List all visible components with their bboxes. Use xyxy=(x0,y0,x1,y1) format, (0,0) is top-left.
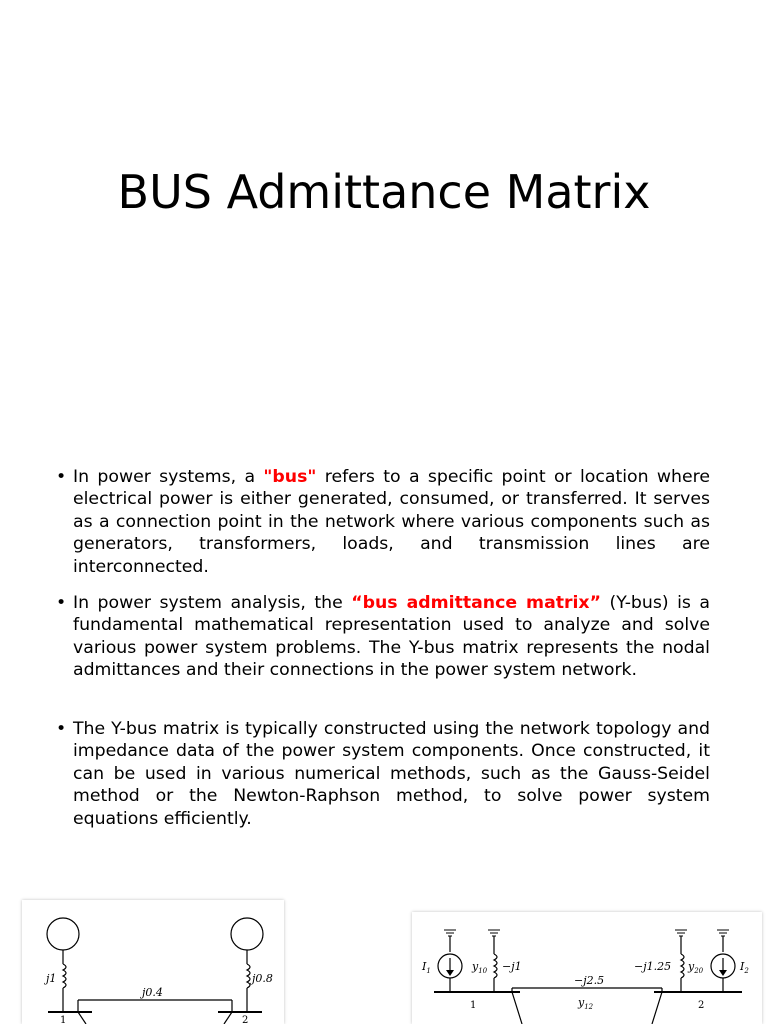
bullet-item-bus-definition xyxy=(56,466,710,578)
highlight-bus-term: "bus" xyxy=(263,467,317,487)
generator-2-icon xyxy=(231,918,263,950)
bullet-item-ybus-definition xyxy=(56,592,710,682)
current-2-label: $I_2$ xyxy=(740,960,749,975)
bullet-item-ybus-construction xyxy=(56,718,710,830)
generator-1-icon xyxy=(47,918,79,950)
reactance-gen2-label: j0.8 xyxy=(252,972,273,985)
bullet-marker: • xyxy=(56,719,67,739)
reactance-line-label: j0.4 xyxy=(142,986,163,999)
ground-icon xyxy=(717,930,729,936)
admittance-10-value: −j1 xyxy=(502,960,522,973)
current-1-label: $I_1$ xyxy=(422,960,431,975)
shunt-inductor-1-icon xyxy=(494,954,497,978)
admittance-20-value: −j1.25 xyxy=(634,960,672,973)
line-admittance-label: $y_{12}$ xyxy=(578,996,594,1011)
ground-icon xyxy=(488,930,500,936)
reactance-diagram-figure xyxy=(22,900,284,1024)
bullet-text: The Y-bus matrix is typically constructed using the network topology and impedance data of the power system components. Once constructed, it can be used in various numerical methods, such as the Gauss-Seidel method or the Newton-Raphson method, to solve power system equations efficiently. xyxy=(73,719,710,829)
admittance-20-label: $y_{20}$ xyxy=(688,960,704,975)
slide-title: BUS Admittance Matrix xyxy=(117,165,651,219)
highlight-bus-admittance-matrix-term: “bus admittance matrix” xyxy=(351,593,601,613)
reactance-gen1-label: j1 xyxy=(46,972,57,985)
inductor-2-icon xyxy=(247,964,250,988)
bus-2-lower-lead xyxy=(224,1012,232,1024)
bus-1-number: 1 xyxy=(60,1015,67,1024)
current-arrow-2-head xyxy=(719,970,727,976)
bullet-text: In power system analysis, the xyxy=(73,593,352,613)
ground-icon xyxy=(675,930,687,936)
ground-icon xyxy=(444,930,456,936)
bus-2-number: 2 xyxy=(242,1015,249,1024)
bullet-text: In power systems, a xyxy=(73,467,264,487)
line-admittance-value: −j2.5 xyxy=(574,974,605,987)
bullet-marker: • xyxy=(56,593,67,613)
bus-1-lower-lead xyxy=(512,992,522,1024)
reactance-diagram-svg xyxy=(22,900,284,1024)
admittance-diagram-svg xyxy=(412,912,762,1024)
shunt-inductor-2-icon xyxy=(681,954,684,978)
bus-2-number: 2 xyxy=(698,1000,705,1011)
bullet-text: (Y-bus) is a fundamental mathematical representation used to analyze and solve various power system problems. The Y-bus matrix represents the nodal admittances and their connections in the power system network. xyxy=(73,593,711,681)
bullet-marker: • xyxy=(56,467,67,487)
bus-2-lower-lead xyxy=(652,992,662,1024)
bullet-text: refers to a specific point or location where electrical power is either generated, consumed, or transferred. It serves as a connection point in the network where various components such as generators, transformers, loads, and transmission lines are interconnected. xyxy=(73,467,710,577)
inductor-1-icon xyxy=(63,964,66,988)
bus-1-lower-lead xyxy=(78,1012,86,1024)
bus-1-number: 1 xyxy=(470,1000,477,1011)
current-arrow-1-head xyxy=(446,970,454,976)
admittance-10-label: $y_{10}$ xyxy=(472,960,488,975)
admittance-diagram-figure xyxy=(412,912,762,1024)
